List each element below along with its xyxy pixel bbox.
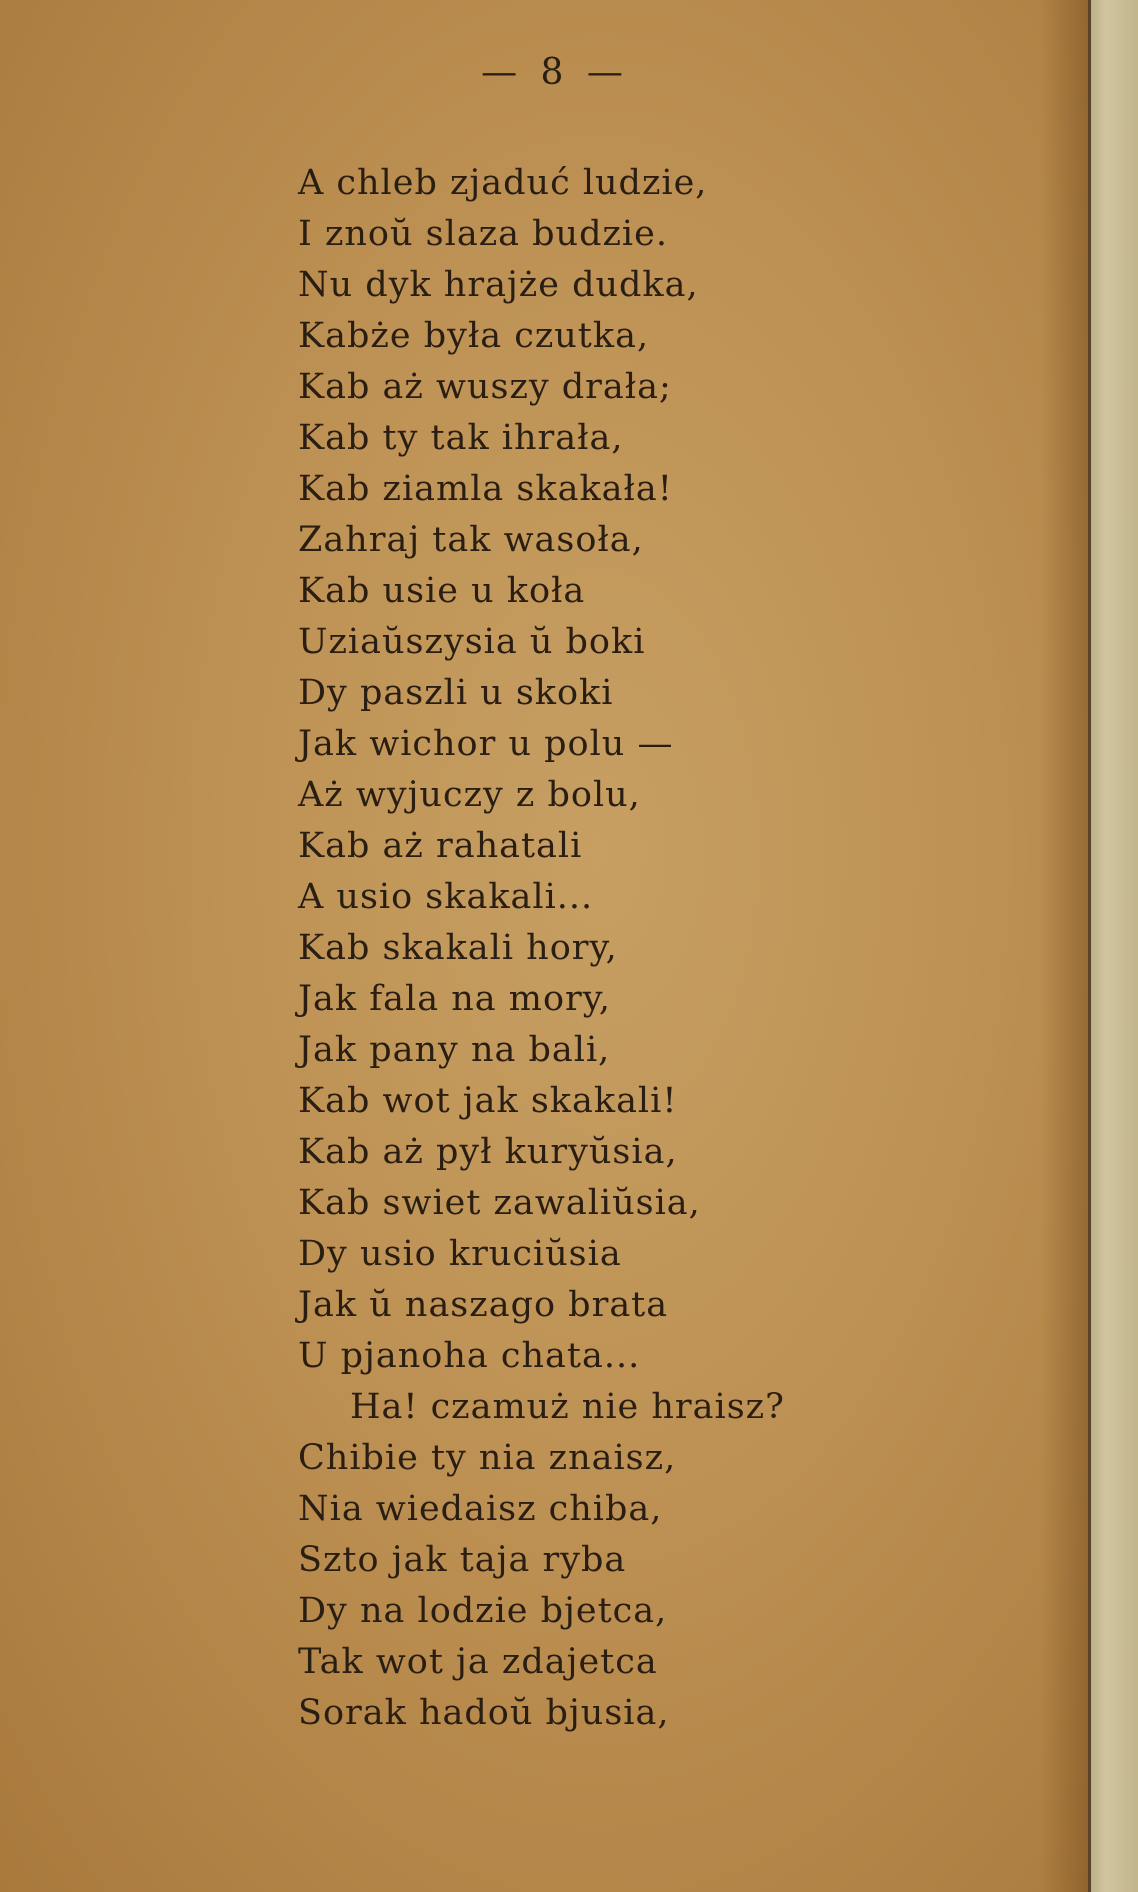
poem-line: Kab ziamla skakała! [298, 469, 673, 509]
poem-line: Dy paszli u skoki [298, 673, 614, 713]
poem-line: Kab skakali hory, [298, 928, 618, 968]
poem-line: Kab wot jak skakali! [298, 1081, 678, 1121]
poem-line: Sorak hadoŭ bjusia, [298, 1693, 670, 1733]
poem-text [298, 158, 1058, 1739]
poem-line: Aż wyjuczy z bolu, [298, 775, 641, 815]
poem-line: Nia wiedaisz chiba, [298, 1489, 663, 1529]
gutter-edge [1088, 0, 1091, 1892]
poem-line: Jak ŭ naszago brata [298, 1285, 669, 1325]
poem-line: Uziaŭszysia ŭ boki [298, 622, 646, 662]
poem-line: Jak fala na mory, [298, 979, 612, 1019]
poem-line: Chibie ty nia znaisz, [298, 1438, 677, 1478]
poem-line: Jak pany na bali, [298, 1030, 611, 1070]
poem-line: A usio skakali... [298, 877, 594, 917]
poem-line: Szto jak taja ryba [298, 1540, 627, 1580]
poem-line: Zahraj tak wasoła, [298, 520, 644, 560]
poem-line: Kab ty tak ihrała, [298, 418, 624, 458]
poem-line-indented: Ha! czamuż nie hraisz? [350, 1387, 785, 1427]
poem-line: Kab aż pył kuryŭsia, [298, 1132, 678, 1172]
poem-line: Dy usio kruciŭsia [298, 1234, 622, 1274]
poem-line: Dy na lodzie bjetca, [298, 1591, 668, 1631]
poem-line: U pjanoha chata... [298, 1336, 641, 1376]
page-number: — 8 — [481, 52, 629, 93]
poem-line: Kab aż rahatali [298, 826, 583, 866]
poem-line: Kab aż wuszy drała; [298, 367, 672, 407]
poem-line: I znoŭ slaza budzie. [298, 214, 668, 254]
poem-line: A chleb zjaduć ludzie, [298, 163, 708, 203]
poem-line: Kab usie u koła [298, 571, 586, 611]
poem-line: Kabże była czutka, [298, 316, 650, 356]
poem-line: Kab swiet zawaliŭsia, [298, 1183, 701, 1223]
book-gutter [1088, 0, 1138, 1892]
poem-line: Tak wot ja zdajetca [298, 1642, 658, 1682]
poem-line: Jak wichor u polu — [298, 724, 674, 764]
poem-line: Nu dyk hrajże dudka, [298, 265, 699, 305]
